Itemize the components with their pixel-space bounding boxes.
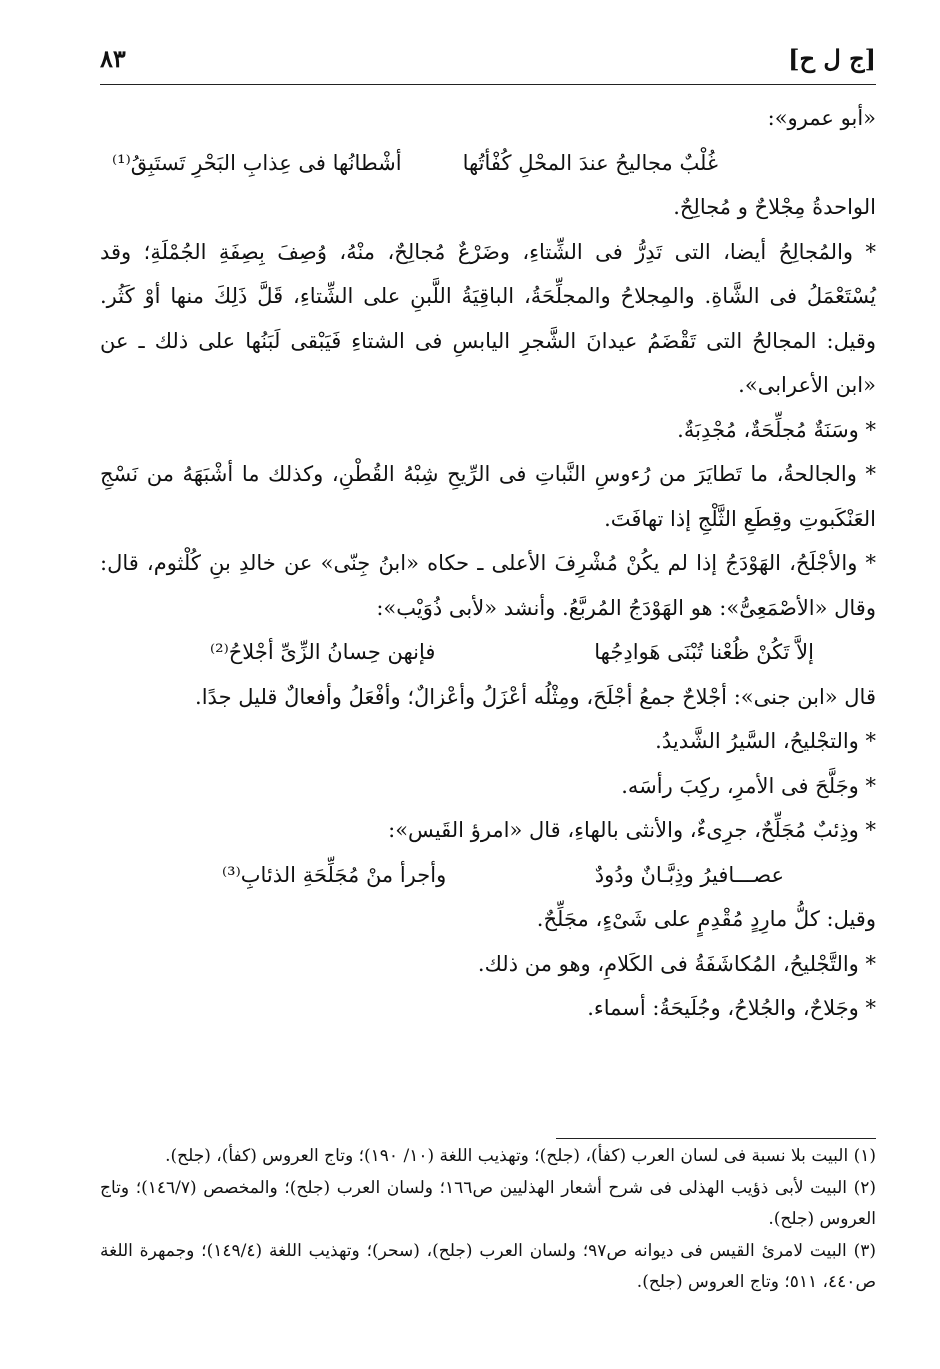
entry-paragraph: * والمُجالِحُ أيضا، التى تَدِرُّ فى الشِّتاءِ، وضَرْعٌ مُجالِحٌ، منْهُ، وُصِفَ بِصِفَةِ الجُمْلَةِ؛ وقد يُسْتَعْمَلُ فى الشَّاةِ. والمِجلاحُ والمجلِّحَةُ، الباقِيَةُ اللَّبنِ على الشِّتاءِ، قَلَّ ذَلِكَ منها أوْ كَثُر. وقيل: المجالحُ التى تَقْضَمُ عيدانَ الشَّجرِ اليابسِ فى الشتاءِ فَيَبْقى لَبَنُها على ذلك ـ عن «ابن الأعرابى». xyxy=(100,239,876,397)
verse-hemistich: أشْطانُها فى عِذابِ البَحْرِ تَستَبِقُ⁽¹⁾ xyxy=(112,150,402,175)
footnote: (٣) البيت لامرئ القيس فى ديوانه ص٩٧؛ ولسان العرب (جلح)، (سحر)؛ وتهذيب اللغة (١٤٩/٤)؛ وجمهرة اللغة ص٤٤٠، ٥١١؛ وتاج العروس (جلح). xyxy=(100,1240,876,1292)
verse-hemistich: عصـــافيرُ وذِبَّـانٌ ودُودٌ xyxy=(594,862,784,887)
main-text xyxy=(100,96,876,1031)
verse-2 xyxy=(100,630,876,675)
entry-paragraph: * والتَّجْليحُ، المُكاشَفَةُ فى الكَلامِ، وهو من ذلك. xyxy=(477,951,876,976)
header-rule xyxy=(100,84,876,85)
entry-paragraph: * والأجْلَحُ، الهَوْدَجُ إذا لم يكُنْ مُشْرِفَ الأعلى ـ حكاه «ابنُ جِنّى» عن خالدِ بنِ كُلْثوم، قال: وقال «الأصْمَعِىُّ»: هو الهَوْدَجُ المُربَّعُ. وأنشد «لأبى ذُوَيْب»: xyxy=(100,551,876,620)
verse-3 xyxy=(100,853,876,898)
footnote: (٢) البيت لأبى ذؤيب الهذلى فى شرح أشعار الهذليين ص١٦٦؛ ولسان العرب (جلح)؛ والمخصص (١٤٦/٧)؛ وتاج العروس (جلح). xyxy=(100,1177,876,1229)
text-line: الواحدةُ مِجْلاحٌ و مُجالِحٌ. xyxy=(673,195,876,219)
entry-paragraph: * وجَلَّحَ فى الأمرِ، ركِبَ رأسَه. xyxy=(621,773,876,798)
entry-paragraph: * وذِئبٌ مُجَلِّحٌ، جرِىءٌ، والأنثى بالهاءِ، قال «امرؤ القَيس»: xyxy=(388,818,876,842)
verse-hemistich: وأجرأ منْ مُجَلِّحَةِ الذئابِ⁽³⁾ xyxy=(222,862,447,887)
page-number: ٨٣ xyxy=(100,44,126,73)
verse-1 xyxy=(100,141,876,186)
entry-paragraph: قال «ابن جنى»: أجْلاحٌ جمعُ أجْلَحَ، ومِثْلُه أعْزَلُ وأعْزالٌ؛ وأفْعَلُ وأفعالٌ قليل جدًا. xyxy=(195,684,876,709)
verse-hemistich: إلاَّ تَكُنْ ظُعْنا تُبْنَى هَوادِجُها xyxy=(594,640,814,664)
entry-paragraph: * والجالحةُ، ما تَطايَرَ من رُءوسِ النَّباتِ فى الرِّيحِ شِبْهُ القُطْنِ، وكذلك ما أشْبَهَهُ من نَسْجِ العَنْكَبوتِ وقِطَعِ الثَّلْجِ إذا تهافَتَ. xyxy=(100,462,876,531)
entry-paragraph: * وسَنَةٌ مُجلِّحَةٌ، مُجْدِبَةٌ. xyxy=(677,417,876,442)
page-header xyxy=(100,40,876,80)
entry-paragraph: * وجَلاحٌ، والجُلاحُ، وجُلَيحَةُ: أسماء. xyxy=(587,996,876,1020)
entry-paragraph: * والتجْليحُ، السَّيرُ الشَّديدُ. xyxy=(655,729,876,753)
text-line: «أبو عمرو»: xyxy=(767,106,876,130)
verse-hemistich: غُلْبٌ مجاليحُ عندَ المحْلِ كُفْأتُها xyxy=(462,150,718,175)
verse-hemistich: فإنهن حِسانُ الزِّىِّ أجْلاحُ⁽²⁾ xyxy=(210,640,436,664)
footnotes xyxy=(100,1141,876,1299)
footnote: (١) البيت بلا نسبة فى لسان العرب (كفأ)، (جلح)؛ وتهذيب اللغة (١٠/ ١٩٠)؛ وتاج العروس (كفأ)، (جلح). xyxy=(165,1146,876,1166)
root-heading: [ج ل ح] xyxy=(788,44,876,73)
footnote-rule xyxy=(556,1138,876,1139)
entry-paragraph: وقيل: كلُّ مارِدٍ مُقْدِمٍ على شَىْءٍ، مجَلِّحٌ. xyxy=(536,907,876,931)
